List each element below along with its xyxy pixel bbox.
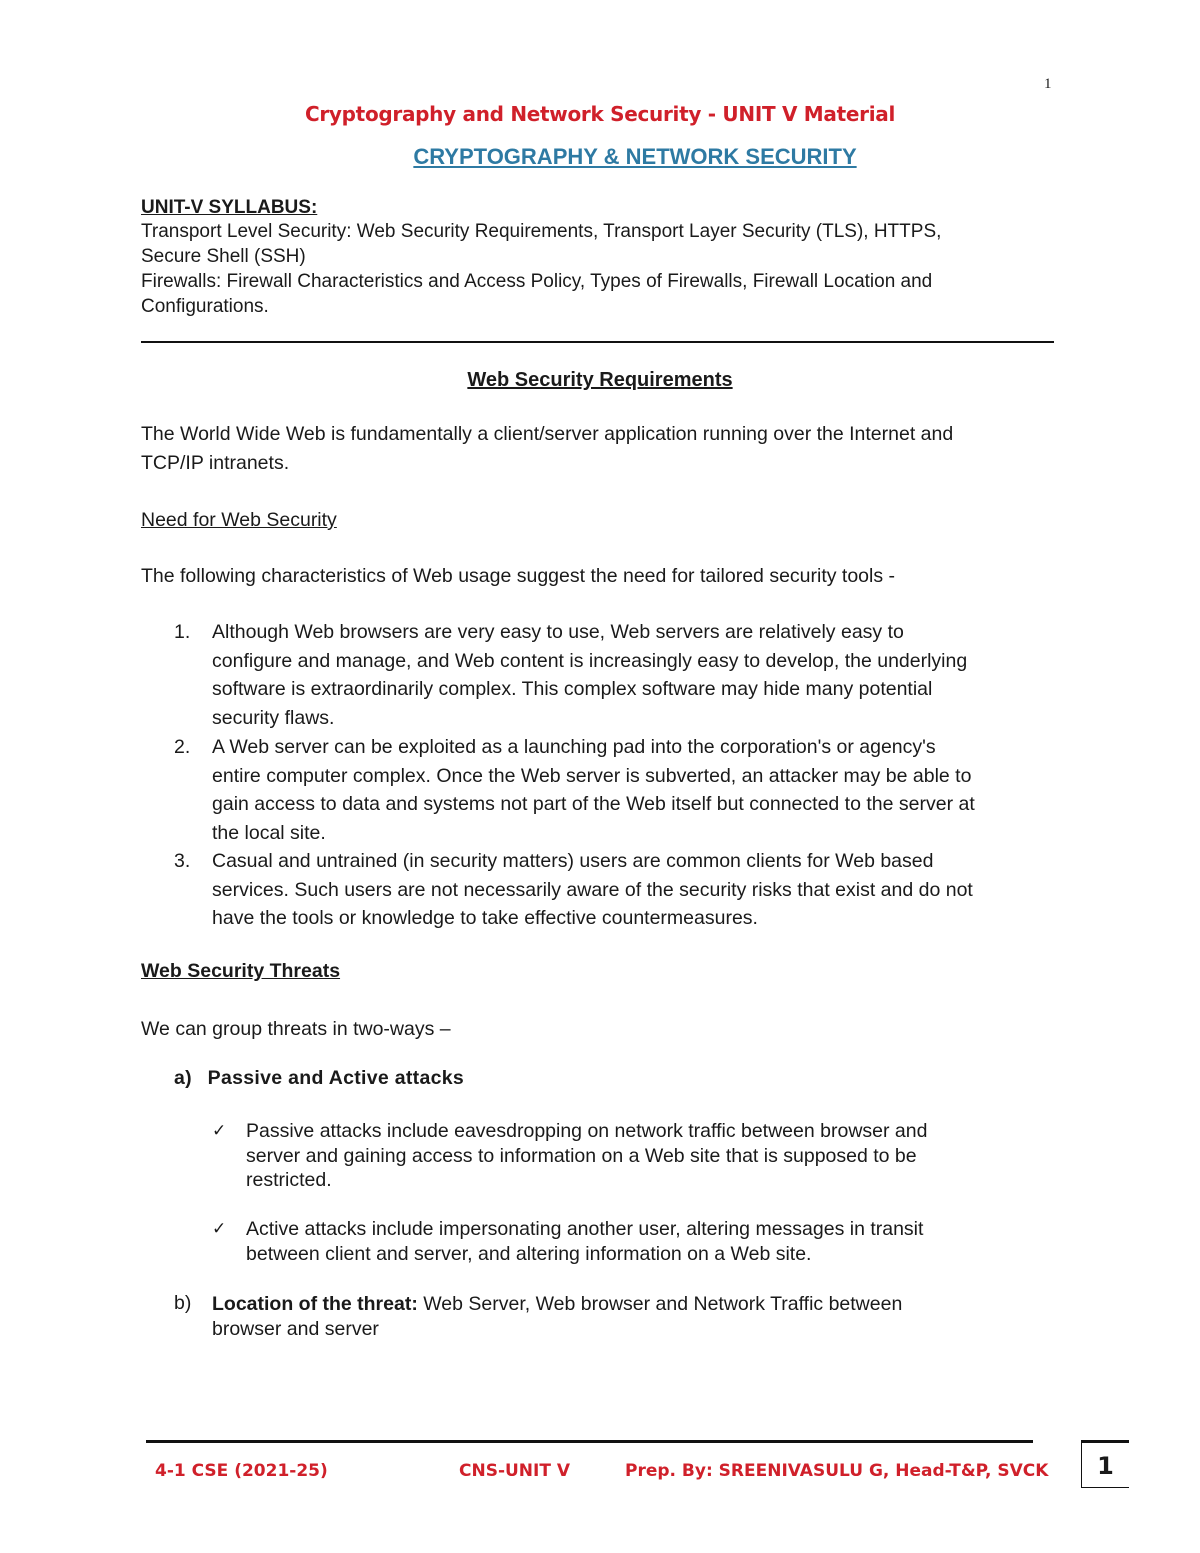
group-b-text-line: Web Server, Web browser and Network Traffic between xyxy=(417,1293,903,1315)
checkmark-icon: ✓ xyxy=(212,1219,227,1239)
list-number: 3. xyxy=(174,850,191,872)
document-title: CRYPTOGRAPHY & NETWORK SECURITY xyxy=(413,144,857,169)
check-line: Passive attacks include eavesdropping on network traffic between browser and xyxy=(246,1120,928,1142)
intro-line: TCP/IP intranets. xyxy=(141,452,290,474)
list-line: entire computer complex. Once the Web server is subverted, an attacker may be able to xyxy=(212,764,972,787)
check-line: between client and server, and altering information on a Web site. xyxy=(246,1242,812,1265)
need-intro: The following characteristics of Web usage suggest the need for tailored security tools - xyxy=(141,565,896,587)
list-line: security flaws. xyxy=(212,706,335,729)
syllabus-heading: UNIT-V SYLLABUS: xyxy=(141,197,318,218)
footer-course: 4-1 CSE (2021-25) xyxy=(155,1461,328,1481)
group-b-text-line: browser and server xyxy=(212,1317,379,1340)
group-b-text xyxy=(212,1292,1012,1341)
check-line: Active attacks include impersonating another user, altering messages in transit xyxy=(246,1218,924,1240)
syllabus-line: Firewalls: Firewall Characteristics and Access Policy, Types of Firewalls, Firewall Location and xyxy=(141,271,933,292)
material-title: Cryptography and Network Security - UNIT V Material xyxy=(304,102,895,126)
group-b-label: b) xyxy=(174,1292,192,1314)
syllabus-line: Transport Level Security: Web Security Requirements, Transport Layer Security (TLS), HTTPS, xyxy=(141,221,942,242)
list-line: Although Web browsers are very easy to use, Web servers are relatively easy to xyxy=(212,621,904,643)
footer-page-number: 1 xyxy=(1081,1440,1129,1488)
list-line: software is extraordinarily complex. This complex software may hide many potential xyxy=(212,678,933,701)
list-line: have the tools or knowledge to take effective countermeasures. xyxy=(212,907,758,930)
group-a-heading xyxy=(174,1067,464,1090)
check-line: restricted. xyxy=(246,1169,332,1192)
syllabus-line: Configurations. xyxy=(141,296,269,317)
list-number: 2. xyxy=(174,736,191,758)
list-line: configure and manage, and Web content is increasingly easy to develop, the underlying xyxy=(212,649,968,672)
need-heading: Need for Web Security xyxy=(141,509,337,531)
section-title: Web Security Requirements xyxy=(467,369,733,391)
list-line: services. Such users are not necessarily aware of the security risks that exist and do not xyxy=(212,878,973,901)
threats-heading: Web Security Threats xyxy=(141,960,341,982)
checkmark-icon: ✓ xyxy=(212,1121,227,1141)
group-a-title: Passive and Active attacks xyxy=(207,1067,465,1089)
list-line: the local site. xyxy=(212,821,326,844)
list-line: A Web server can be exploited as a launching pad into the corporation's or agency's xyxy=(212,736,936,758)
list-number: 1. xyxy=(174,621,191,643)
footer-prepared-by: Prep. By: SREENIVASULU G, Head-T&P, SVCK xyxy=(625,1461,1049,1481)
footer-divider xyxy=(146,1440,1033,1443)
list-line: gain access to data and systems not part of the Web itself but connected to the server at xyxy=(212,793,975,816)
intro-line: The World Wide Web is fundamentally a client/server application running over the Internet and xyxy=(141,423,954,445)
syllabus-line: Secure Shell (SSH) xyxy=(141,246,306,267)
threats-intro: We can group threats in two-ways – xyxy=(141,1018,451,1040)
group-b-title: Location of the threat: xyxy=(212,1293,418,1315)
check-line: server and gaining access to information on a Web site that is supposed to be xyxy=(246,1144,917,1167)
footer-unit: CNS-UNIT V xyxy=(459,1461,571,1481)
section-divider xyxy=(141,341,1054,343)
page-number-top: 1 xyxy=(1044,76,1052,92)
group-a-label: a) xyxy=(174,1067,192,1089)
list-line: Casual and untrained (in security matters) users are common clients for Web based xyxy=(212,850,934,872)
